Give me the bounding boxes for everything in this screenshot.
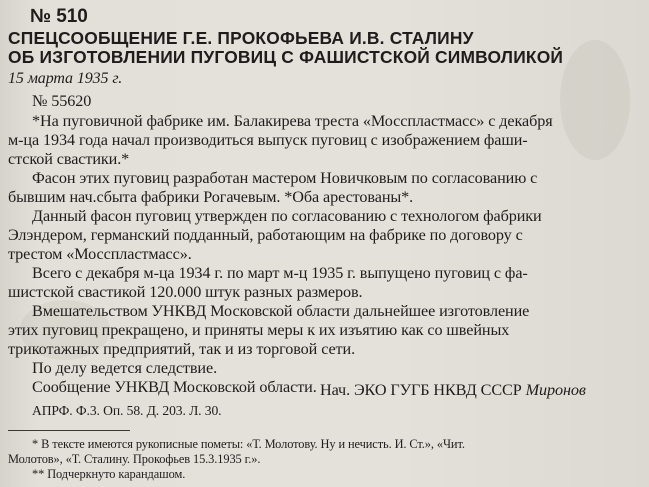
- body-line: шистской свастикой 120.000 штук разных размеров.: [8, 283, 363, 301]
- body-line: м-ца 1934 года начал производиться выпуск пуговиц с изображением фаши-: [8, 131, 528, 149]
- body-line: этих пуговиц прекращено, и приняты меры к их изъятию как со швейных: [8, 321, 510, 339]
- body-line: Элэндером, германский подданный, работающим на фабрике по договору с: [8, 226, 523, 244]
- footnote-separator: [8, 430, 130, 431]
- signature-name: Миронов: [525, 381, 586, 399]
- signature-block: [320, 381, 586, 399]
- body-line: Сообщение УНКВД Московской области.: [32, 378, 317, 396]
- document-date: 15 марта 1935 г.: [8, 70, 123, 87]
- body-line: трикотажных предприятий, так и из торговой сети.: [8, 340, 356, 358]
- body-line: Фасон этих пуговиц разработан мастером Новичковым по согласованию с: [32, 169, 538, 187]
- body-line: трестом «Мосспластмасс».: [8, 245, 192, 263]
- body-line: *На пуговичной фабрике им. Балакирева треста «Мосспластмасс» с декабря: [32, 112, 553, 130]
- registration-number: № 55620: [32, 92, 92, 110]
- body-line: Данный фасон пуговиц утвержден по согласованию с технологом фабрики: [32, 207, 542, 225]
- footnote-line: Молотов», «Т. Сталину. Прокофьев 15.3.1935 г.».: [8, 452, 261, 466]
- title-line: СПЕЦСООБЩЕНИЕ Г.Е. ПРОКОФЬЕВА И.В. СТАЛИНУ: [8, 28, 474, 48]
- body-line: По делу ведется следствие.: [32, 359, 218, 377]
- body-line: Вмешательством УНКВД Московской области дальнейшее изготовление: [32, 302, 530, 320]
- paper-stain: [560, 40, 630, 160]
- body-line: стской свастики.*: [8, 150, 130, 168]
- title-line: ОБ ИЗГОТОВЛЕНИИ ПУГОВИЦ С ФАШИСТСКОЙ СИМВОЛИКОЙ: [8, 47, 564, 67]
- document-number: № 510: [30, 6, 88, 27]
- footnote-line: * В тексте имеются рукописные пометы: «Т. Молотову. Ну и нечисть. И. Ст.», «Чит.: [32, 437, 465, 451]
- footnote-line: ** Подчеркнуто карандашом.: [32, 467, 186, 481]
- archive-reference: АПРФ. Ф.3. Оп. 58. Д. 203. Л. 30.: [32, 403, 222, 418]
- signature-position: Нач. ЭКО ГУГБ НКВД СССР: [320, 381, 522, 399]
- body-line: Всего с декабря м-ца 1934 г. по март м-ц 1935 г. выпущено пуговиц с фа-: [32, 264, 528, 282]
- body-line: бывшим нач.сбыта фабрики Рогачевым. *Оба арестованы*.: [8, 188, 414, 206]
